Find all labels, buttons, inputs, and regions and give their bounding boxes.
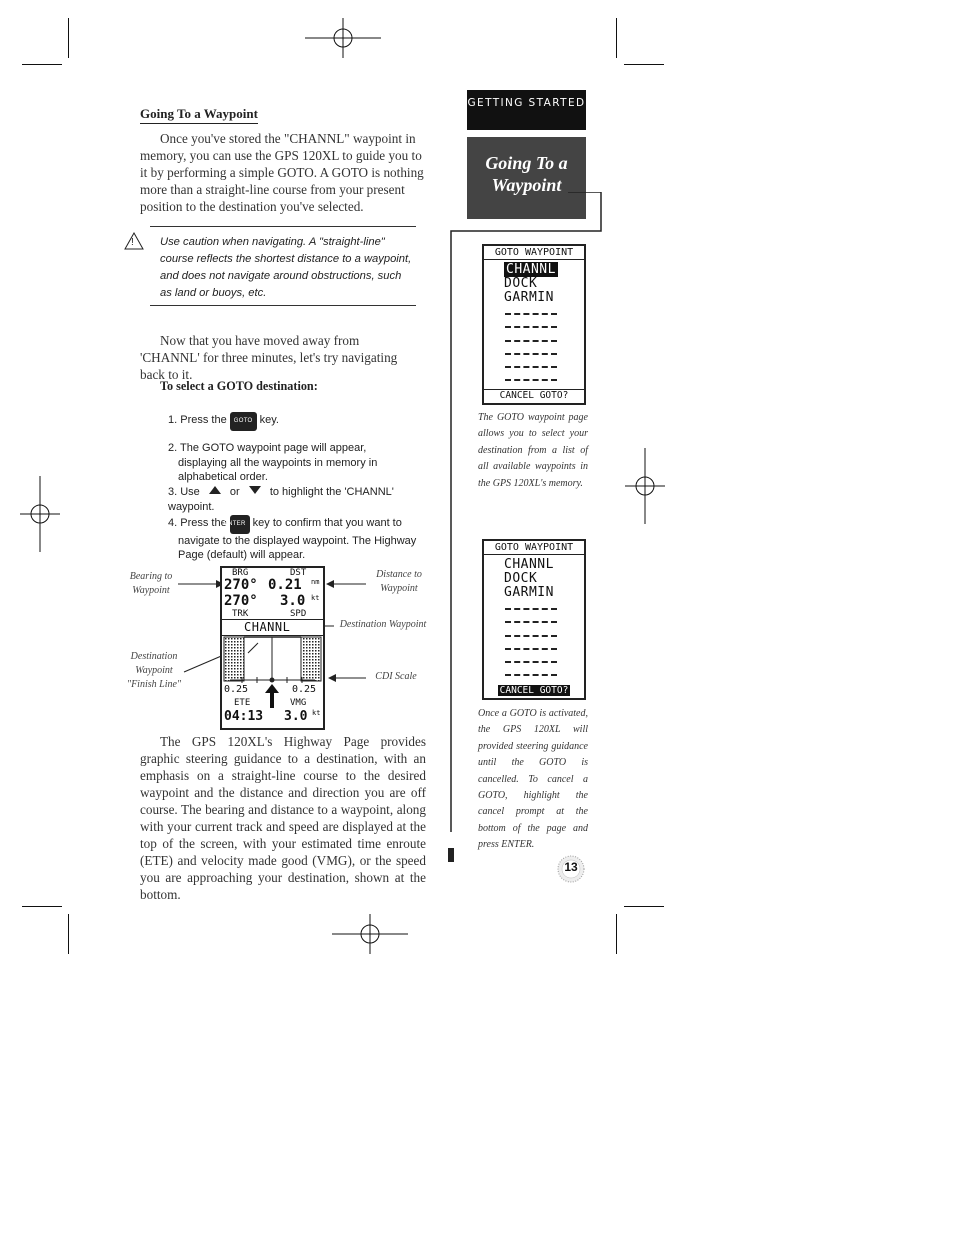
speed-unit: kt <box>311 594 320 602</box>
label-cdi-scale: CDI Scale <box>375 671 417 682</box>
list-item <box>504 263 558 276</box>
crop-mark <box>68 18 69 58</box>
empty-slot <box>505 313 557 315</box>
cancel-goto-prompt[interactable]: CANCEL GOTO? <box>484 389 584 402</box>
registration-mark-right <box>625 448 665 524</box>
step-2: 2. The GOTO waypoint page will appear, displaying all the waypoints in memory in alphabetical order. <box>168 442 378 483</box>
cdi-scale-left: 0.25 <box>224 684 249 695</box>
empty-slot <box>505 674 557 676</box>
position-arrow-icon <box>265 684 279 708</box>
cdi-scale <box>222 676 323 684</box>
dst-label: DST <box>290 568 307 578</box>
label-distance: Distance to Waypoint <box>376 569 422 594</box>
label-destination-waypoint: Destination Waypoint <box>339 619 427 630</box>
screen-header: GOTO WAYPOINT <box>484 246 584 260</box>
ete-label: ETE <box>234 698 251 708</box>
crop-mark <box>624 64 664 65</box>
empty-slot <box>505 340 557 342</box>
sidebar-title: Going To a Waypoint <box>467 137 586 219</box>
section-heading: Going To a Waypoint <box>140 106 258 124</box>
step-1: 1. Press the GOTO key. <box>168 412 418 431</box>
step-3: 3. Use or to highlight the 'CHANNL' waypoint. <box>168 486 394 513</box>
caution-box <box>150 226 416 306</box>
distance-value: 0.21 <box>268 577 302 593</box>
caution-icon-glyph: ! <box>131 237 134 248</box>
empty-slot <box>505 621 557 623</box>
selected-waypoint[interactable]: CHANNL <box>506 262 556 277</box>
list-item[interactable]: DOCK <box>504 276 538 291</box>
goto-waypoint-screen-2 <box>482 539 586 700</box>
registration-mark-top <box>305 18 381 58</box>
label-bearing: Bearing to Waypoint <box>129 571 173 596</box>
enter-key-icon: ENTER <box>230 515 250 534</box>
caution-icon <box>124 232 144 250</box>
crop-mark <box>22 906 62 907</box>
crop-mark <box>22 64 62 65</box>
empty-slot <box>505 379 557 381</box>
empty-slot <box>505 366 557 368</box>
caution-text: Use caution when navigating. A "straight-line" course reflects the shortest distance to a waypoint, and does not navigate around obstructions, such as land or buoys, etc. <box>160 236 412 299</box>
empty-slot <box>505 635 557 637</box>
ete-value: 04:13 <box>224 709 264 724</box>
empty-slot <box>505 661 557 663</box>
vmg-label: VMG <box>290 698 307 708</box>
section-tab: GETTING STARTED <box>467 90 586 130</box>
registration-mark-left <box>20 476 60 552</box>
highway-page-screen <box>220 566 325 730</box>
empty-slot <box>505 326 557 328</box>
vmg-value: 3.0 <box>284 709 308 724</box>
vmg-unit: kt <box>312 709 321 717</box>
crop-mark <box>68 914 69 954</box>
page-number: 13 <box>564 860 578 874</box>
list-item[interactable]: CHANNL <box>504 557 554 572</box>
steps-heading: To select a GOTO destination: <box>160 379 318 393</box>
closing-paragraph: The GPS 120XL's Highway Page provides graphic steering guidance to a destination, with an emphasis on a straight-line course to the desired waypoint and the distance and direction you are off course. The bearing and distance to a waypoint, along with your current track and speed are displayed at the top of the screen, with your estimated time enroute (ETE) and velocity made good (VMG), or the speed you are approaching your destination, shown at the bottom. <box>140 734 426 902</box>
distance-unit: nm <box>311 578 320 586</box>
empty-slot <box>505 608 557 610</box>
cdi-scale-right: 0.25 <box>292 684 317 695</box>
label-finish-line: Destination Waypoint "Finish Line" <box>126 651 182 690</box>
crop-mark <box>616 18 617 58</box>
speed-value: 3.0 <box>280 593 306 609</box>
step-4: 4. Press the ENTER key to confirm that you want to navigate to the displayed waypoint. The Highway Page (default) will appear. <box>168 517 417 561</box>
crop-mark <box>616 914 617 954</box>
registration-mark-bottom <box>332 914 408 954</box>
caption-screen-2: Once a GOTO is activated, the GPS 120XL will provided steering guidance until the GOTO is cancelled. To cancel a GOTO, highlight the cancel prompt at the bottom of the page and press ENTER. <box>478 708 588 851</box>
empty-slot <box>505 353 557 355</box>
trk-label: TRK <box>232 609 249 619</box>
list-item[interactable]: GARMIN <box>504 585 554 600</box>
para-moved-away: Now that you have moved away from 'CHANNL' for three minutes, let's try navigating back to it. <box>140 333 398 382</box>
brg-label: BRG <box>232 568 249 578</box>
spd-label: SPD <box>290 609 307 619</box>
track-value: 270° <box>224 593 258 609</box>
list-item[interactable]: GARMIN <box>504 290 554 305</box>
destination-waypoint: CHANNL <box>244 620 291 634</box>
empty-slot <box>505 648 557 650</box>
list-item[interactable]: DOCK <box>504 571 538 586</box>
arrow-up-icon <box>209 486 221 494</box>
cancel-goto-prompt-highlighted[interactable]: CANCEL GOTO? <box>499 685 569 696</box>
arrow-down-icon <box>249 486 261 494</box>
caption-screen-1: The GOTO waypoint page allows you to select your destination from a list of all available waypoints in the GPS 120XL's memory. <box>478 412 588 489</box>
bearing-value: 270° <box>224 577 258 593</box>
crop-mark <box>624 906 664 907</box>
screen-header: GOTO WAYPOINT <box>484 541 584 555</box>
goto-waypoint-screen-1 <box>482 244 586 405</box>
goto-key-icon: GOTO <box>230 412 257 431</box>
intro-paragraph: Once you've stored the "CHANNL" waypoint in memory, you can use the GPS 120XL to guide you to it by performing a simple GOTO. A GOTO is nothing more than a straight-line course from your present position to the destination you've selected. <box>140 131 424 214</box>
